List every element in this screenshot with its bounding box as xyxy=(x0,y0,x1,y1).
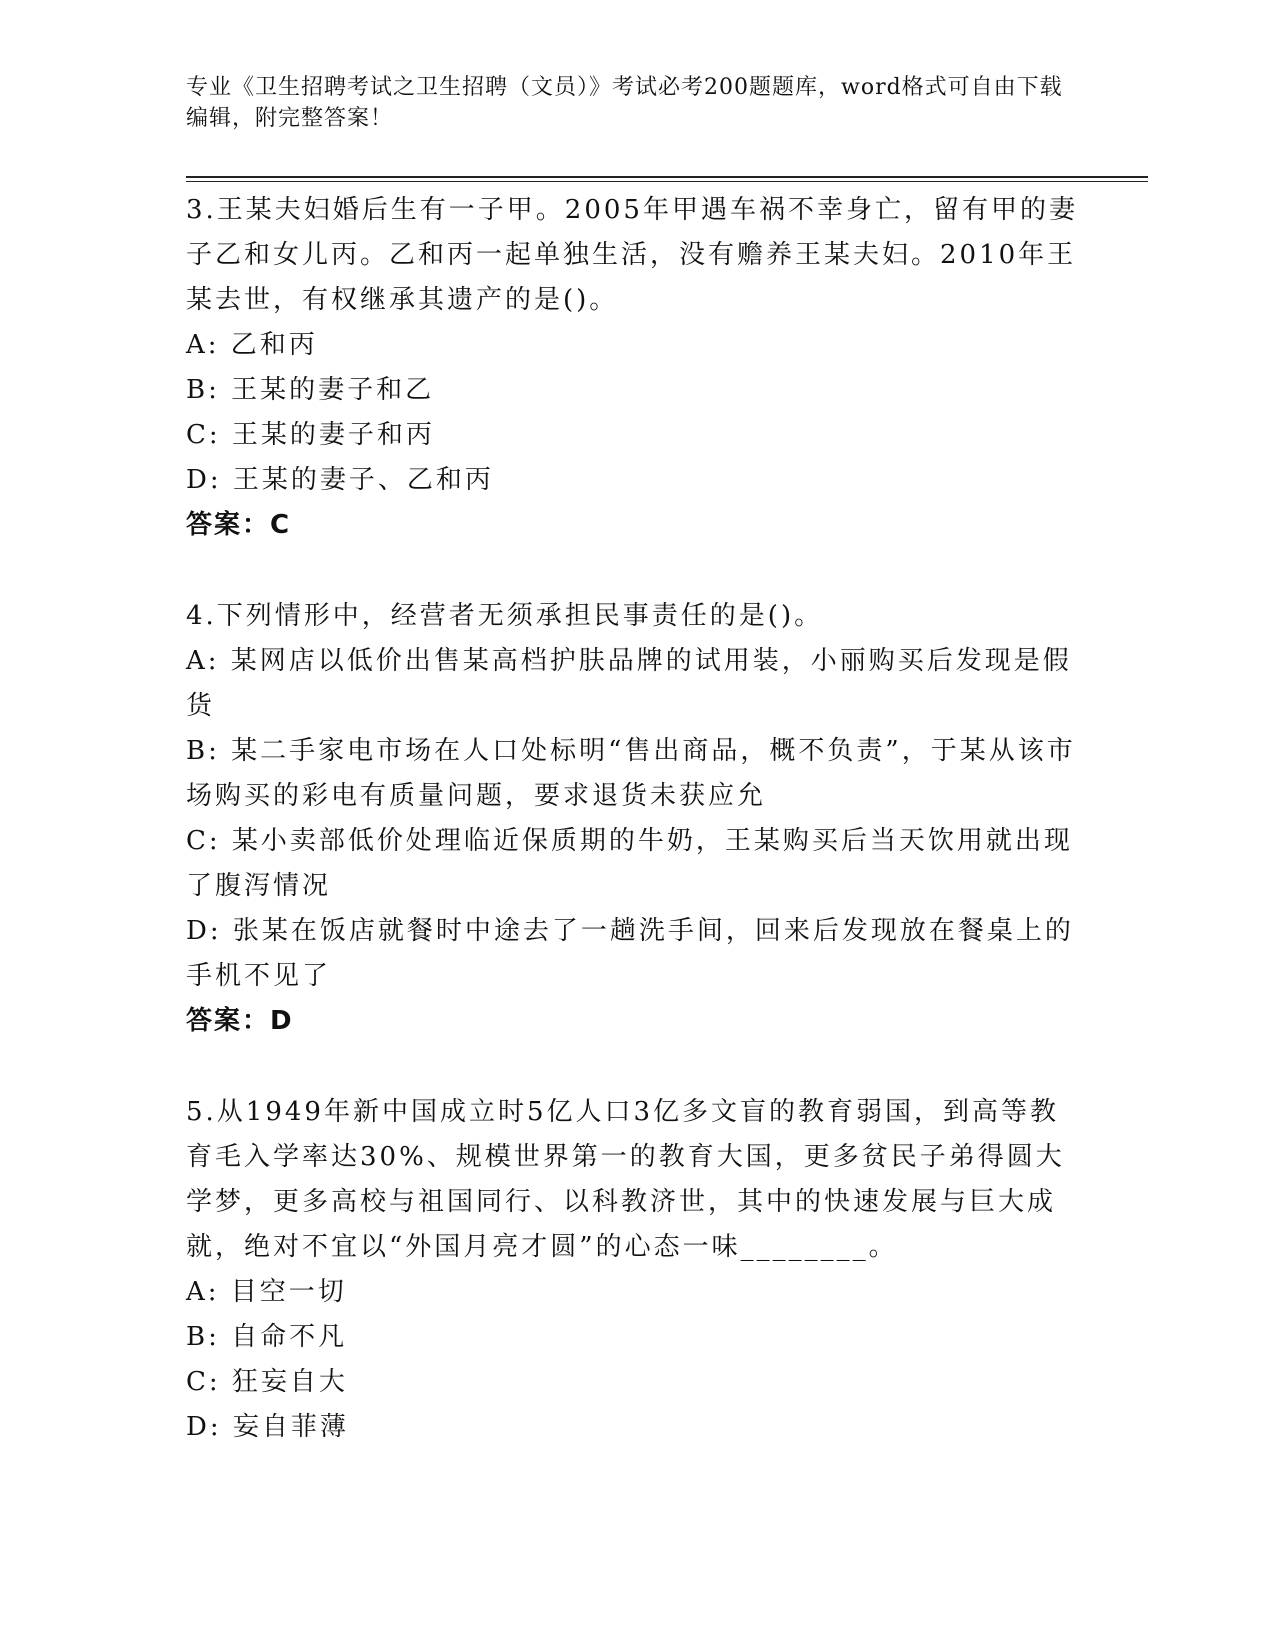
option-c: C: 狂妄自大 xyxy=(186,1367,348,1397)
header-divider-thick xyxy=(186,176,1148,178)
option-a: A: 乙和丙 xyxy=(186,330,318,360)
option-b: B: 某二手家电市场在人口处标明“售出商品，概不负责”，于某从该市场购买的彩电有质量问题，要求退货未获应允 xyxy=(186,736,1076,811)
option-a: A: 目空一切 xyxy=(186,1277,347,1307)
option-c: C: 王某的妻子和丙 xyxy=(186,420,435,450)
header-divider-thin xyxy=(186,181,1148,182)
question-text: 5.从1949年新中国成立时5亿人口3亿多文盲的教育弱国，到高等教育毛入学率达30%、规模世界第一的教育大国，更多贫民子弟得圆大学梦，更多高校与祖国同行、以科教济世，其中的快速发展与巨大成就，绝对不宜以“外国月亮才圆”的心态一味________。 xyxy=(186,1097,1065,1262)
question-3 xyxy=(186,188,1086,548)
question-spacer xyxy=(186,1044,1086,1090)
option-b: B: 自命不凡 xyxy=(186,1322,348,1352)
question-text: 3.王某夫妇婚后生有一子甲。2005年甲遇车祸不幸身亡，留有甲的妻子乙和女儿丙。乙和丙一起单独生活，没有赡养王某夫妇。2010年王某去世，有权继承其遗产的是()。 xyxy=(186,195,1078,315)
question-list xyxy=(186,188,1086,1450)
answer-label: 答案：C xyxy=(186,510,292,540)
question-5 xyxy=(186,1090,1086,1450)
document-header: 专业《卫生招聘考试之卫生招聘（文员）》考试必考200题题库，word格式可自由下载编辑，附完整答案！ xyxy=(186,75,1063,131)
answer-label: 答案：D xyxy=(186,1006,294,1036)
option-b: B: 王某的妻子和乙 xyxy=(186,375,435,405)
option-d: D: 妄自菲薄 xyxy=(186,1412,349,1442)
option-d: D: 王某的妻子、乙和丙 xyxy=(186,465,494,495)
question-text: 4.下列情形中，经营者无须承担民事责任的是()。 xyxy=(186,601,824,631)
option-a: A: 某网店以低价出售某高档护肤品牌的试用装，小丽购买后发现是假货 xyxy=(186,646,1072,721)
option-c: C: 某小卖部低价处理临近保质期的牛奶，王某购买后当天饮用就出现了腹泻情况 xyxy=(186,826,1073,901)
question-spacer xyxy=(186,548,1086,594)
question-4 xyxy=(186,594,1086,1044)
option-d: D: 张某在饭店就餐时中途去了一趟洗手间，回来后发现放在餐桌上的手机不见了 xyxy=(186,916,1074,991)
